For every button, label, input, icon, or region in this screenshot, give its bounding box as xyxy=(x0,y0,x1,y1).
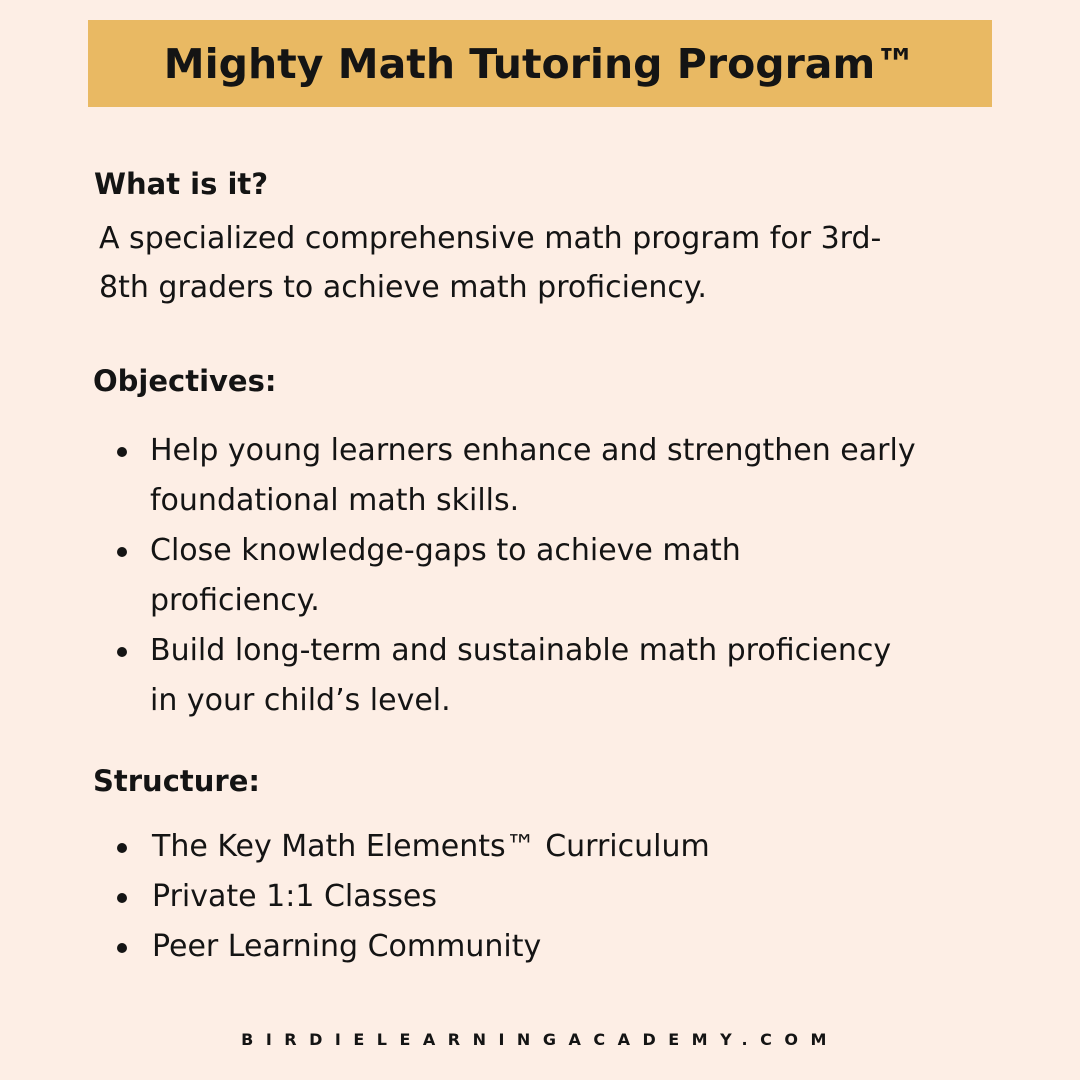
description-line: A specialized comprehensive math program for 3rd- xyxy=(99,221,882,256)
objective-line: Help young learners enhance and strengthen early xyxy=(150,433,916,468)
objective-line: foundational math skills. xyxy=(150,483,520,518)
what-is-it-description xyxy=(99,214,999,312)
description-line: 8th graders to achieve math proficiency. xyxy=(99,270,707,305)
objective-line: in your child’s level. xyxy=(150,683,451,718)
objective-line: proficiency. xyxy=(150,583,320,618)
title-banner xyxy=(88,20,992,107)
objective-line: Build long-term and sustainable math proficiency xyxy=(150,633,892,668)
objectives-list xyxy=(117,426,1017,726)
website-footer: BIRDIELEARNINGACADEMY.COM xyxy=(241,1030,839,1049)
bullet-icon xyxy=(117,447,127,457)
structure-item-text: Peer Learning Community xyxy=(152,929,542,964)
objective-line: Close knowledge-gaps to achieve math xyxy=(150,533,741,568)
bullet-icon xyxy=(117,943,127,953)
bullet-icon xyxy=(117,893,127,903)
objectives-heading: Objectives: xyxy=(93,364,277,398)
structure-list xyxy=(117,822,1017,972)
structure-item-text: Private 1:1 Classes xyxy=(152,879,437,914)
list-item xyxy=(117,626,1017,726)
list-item xyxy=(117,822,1017,872)
list-item xyxy=(117,526,1017,626)
bullet-icon xyxy=(117,547,127,557)
structure-heading: Structure: xyxy=(93,764,260,798)
list-item xyxy=(117,872,1017,922)
list-item xyxy=(117,922,1017,972)
what-is-it-heading: What is it? xyxy=(94,167,269,201)
structure-item-text: The Key Math Elements™ Curriculum xyxy=(152,829,710,864)
page-title: Mighty Math Tutoring Program™ xyxy=(163,39,917,88)
bullet-icon xyxy=(117,843,127,853)
list-item xyxy=(117,426,1017,526)
bullet-icon xyxy=(117,647,127,657)
